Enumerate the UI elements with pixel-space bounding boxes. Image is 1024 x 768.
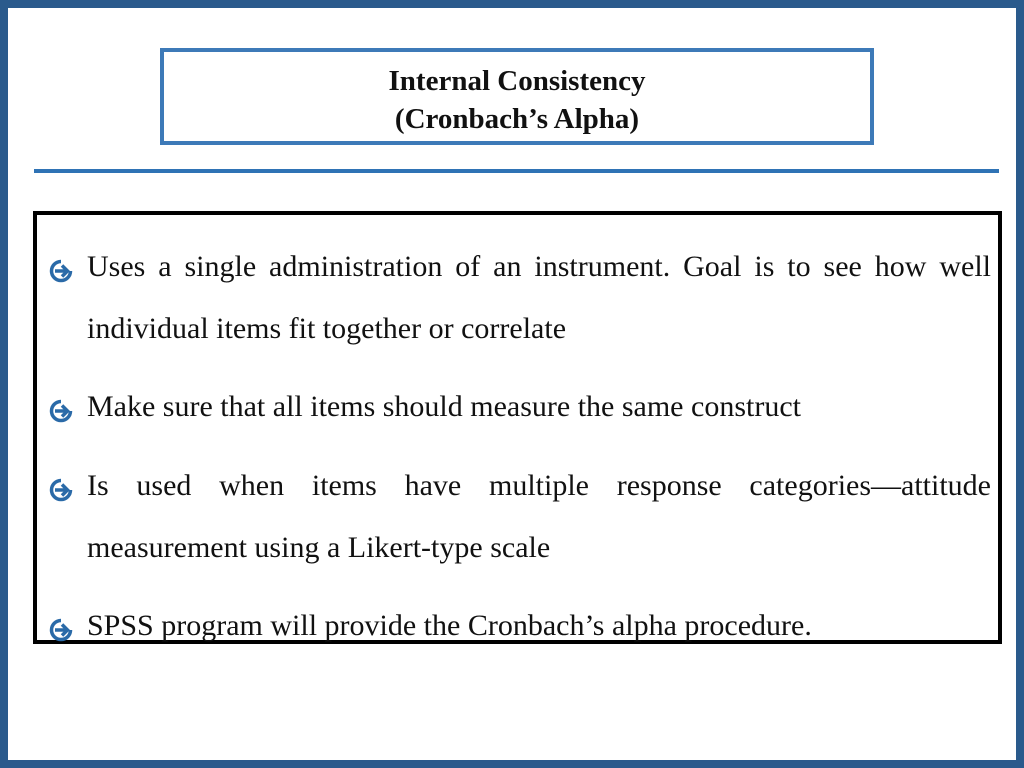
title-divider [34, 169, 999, 173]
slide-title [164, 62, 870, 138]
content-box [33, 211, 1002, 644]
bullet-text: Uses a single administration of an instrument. Goal is to see how well individual items fit together or correlate [87, 250, 991, 345]
title-line-1: Internal Consistency [388, 65, 646, 97]
arrow-circle-right-icon [49, 618, 73, 642]
arrow-circle-right-icon [49, 478, 73, 502]
arrow-circle-right-icon [49, 399, 73, 423]
arrow-circle-right-icon [49, 259, 73, 283]
bullet-text: Is used when items have multiple response categories—attitude measurement using a Likert-type scale [87, 469, 991, 564]
bullet-text: Make sure that all items should measure the same construct [87, 390, 801, 423]
bullet-text: SPSS program will provide the Cronbach’s alpha procedure. [87, 609, 812, 642]
title-box [160, 48, 874, 145]
title-line-2: (Cronbach’s Alpha) [394, 103, 640, 135]
